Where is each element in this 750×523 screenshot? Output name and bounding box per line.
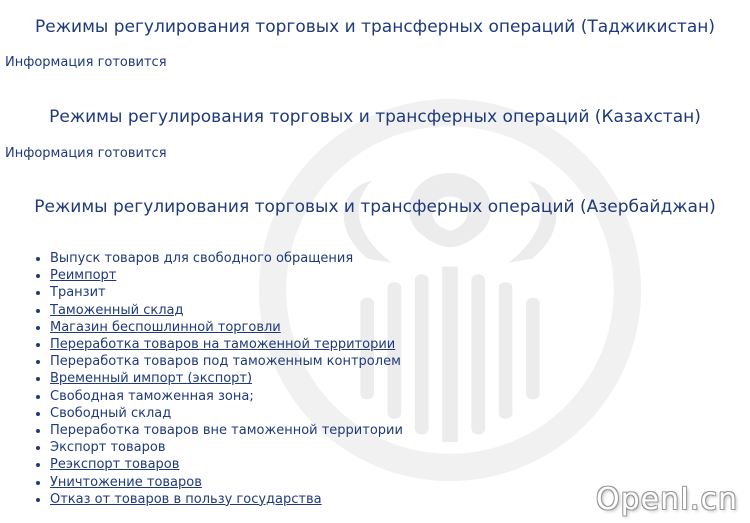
list-item <box>50 388 403 405</box>
info-text-kazakhstan: Информация готовится <box>5 146 167 161</box>
regime-link[interactable]: Временный импорт (экспорт) <box>50 371 253 387</box>
list-item[interactable] <box>50 336 403 353</box>
regimes-list-azerbaijan <box>32 250 403 508</box>
list-item[interactable] <box>50 474 403 491</box>
regime-label: Свободная таможенная зона; <box>50 388 254 404</box>
regime-link[interactable]: Реимпорт <box>50 268 117 284</box>
regime-link[interactable]: Реэкспорт товаров <box>50 457 180 473</box>
site-watermark-logo: OpenI.cn <box>595 482 738 517</box>
list-item[interactable] <box>50 370 403 387</box>
list-item[interactable] <box>50 456 403 473</box>
regime-label: Переработка товаров вне таможенной территории <box>50 423 403 439</box>
regime-link[interactable]: Отказ от товаров в пользу государства <box>50 491 322 507</box>
section-title-azerbaijan: Режимы регулирования торговых и трансферных операций (Азербайджан) <box>34 197 716 217</box>
list-item <box>50 405 403 422</box>
list-item <box>50 439 403 456</box>
list-item <box>50 353 403 370</box>
regime-label: Экспорт товаров <box>50 440 166 456</box>
list-item[interactable] <box>50 267 403 284</box>
regime-link[interactable]: Таможенный склад <box>50 302 184 318</box>
info-text-tajikistan: Информация готовится <box>5 55 167 70</box>
regime-label: Транзит <box>50 285 106 301</box>
section-title-tajikistan: Режимы регулирования торговых и трансферных операций (Таджикистан) <box>35 17 715 37</box>
list-item[interactable] <box>50 302 403 319</box>
list-item <box>50 284 403 301</box>
list-item <box>50 250 403 267</box>
list-item[interactable] <box>50 319 403 336</box>
regime-link[interactable]: Магазин беспошлинной торговли <box>50 319 281 335</box>
regime-label: Переработка товаров под таможенным контролем <box>50 354 401 370</box>
regime-label: Свободный склад <box>50 405 172 421</box>
section-title-kazakhstan: Режимы регулирования торговых и трансферных операций (Казахстан) <box>49 107 701 127</box>
list-item <box>50 422 403 439</box>
regime-link[interactable]: Уничтожение товаров <box>50 474 202 490</box>
regime-label: Выпуск товаров для свободного обращения <box>50 251 354 266</box>
regime-link[interactable]: Переработка товаров на таможенной территории <box>50 337 396 353</box>
list-item[interactable] <box>50 491 403 508</box>
